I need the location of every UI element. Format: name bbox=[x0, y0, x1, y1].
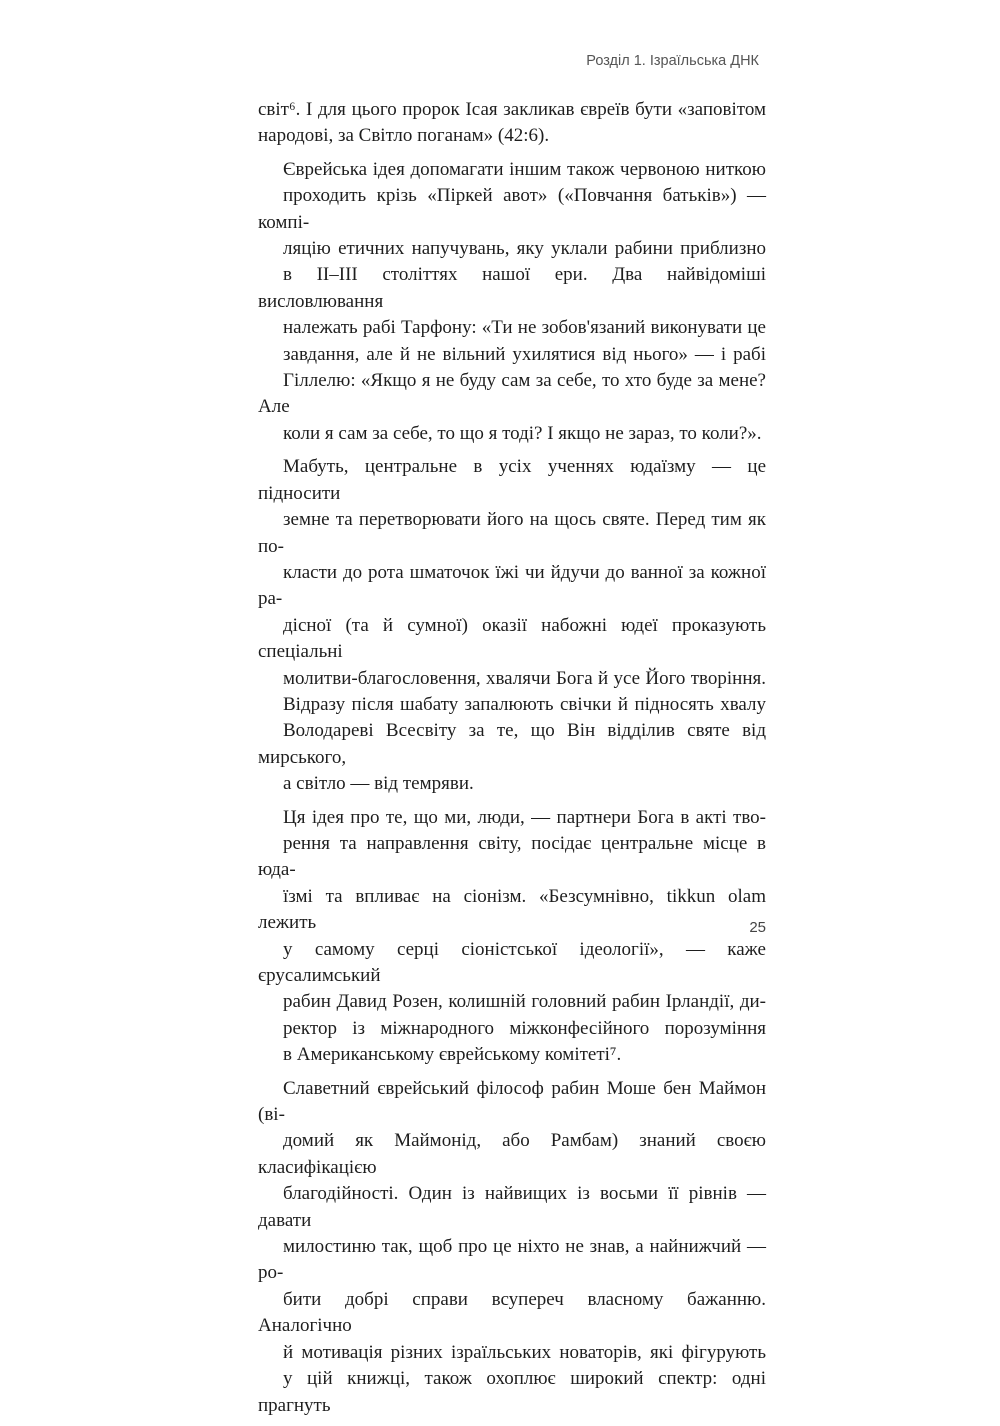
text-line: у самому серці сіоністської ідеології», — каже єрусалимський bbox=[258, 938, 766, 986]
text-line: рення та направлення світу, посідає центральне місце в юда- bbox=[258, 832, 766, 881]
text-line: Єврейська ідея допомагати іншим також червоною ниткою bbox=[283, 158, 766, 180]
text-line: Славетний єврейський філософ рабин Моше бен Маймон (ві- bbox=[258, 1077, 766, 1126]
paragraph-1 bbox=[258, 97, 766, 150]
text-line: милостиню так, щоб про це ніхто не знав, а найнижчий — ро- bbox=[258, 1236, 766, 1284]
page-number: 25 bbox=[749, 919, 766, 936]
text-line: проходить крізь «Піркей авот» («Повчання батьків») — компі- bbox=[258, 185, 766, 233]
text-line: у цій книжці, також охоплює широкий спектр: одні прагнуть bbox=[258, 1368, 766, 1416]
text-line: рабин Давид Розен, колишній головний рабин Ірландії, ди- bbox=[283, 991, 766, 1013]
paragraph-5 bbox=[258, 1076, 766, 1419]
text-line: молитви-благословення, хвалячи Бога й усе Його творіння. bbox=[283, 667, 766, 689]
text-line: й мотивація різних ізраїльських новаторів, які фігурують bbox=[283, 1341, 766, 1363]
text-line: в Американському єврейському комітеті⁷. bbox=[283, 1044, 622, 1066]
text-line: їзмі та впливає на сіонізм. «Безсумнівно, tikkun olam лежить bbox=[258, 885, 766, 934]
text-line: класти до рота шматочок їжі чи йдучи до ванної за кожної ра- bbox=[258, 561, 766, 610]
text-line: ректор із міжнародного міжконфесійного порозуміння bbox=[283, 1017, 766, 1039]
text-line: дісної (та й сумної) оказії набожні юдеї проказують спеціальні bbox=[258, 614, 766, 663]
text-line: благодійності. Один із найвищих із восьми її рівнів — давати bbox=[258, 1183, 766, 1231]
text-line: ляцію етичних напучувань, яку уклали рабини приблизно bbox=[283, 238, 766, 260]
text-line: коли я сам за себе, то що я тоді? І якщо не зараз, то коли?». bbox=[283, 422, 762, 444]
paragraph-3 bbox=[258, 454, 766, 797]
paragraph-4 bbox=[258, 805, 766, 1069]
text-line: бити добрі справи всупереч власному бажанню. Аналогічно bbox=[258, 1288, 766, 1337]
text-line: Гіллелю: «Якщо я не буду сам за себе, то хто буде за мене? Але bbox=[258, 370, 766, 418]
text-line: земне та перетворювати його на щось святе. Перед тим як по- bbox=[258, 509, 766, 557]
text-line: а світло — від темряви. bbox=[283, 773, 474, 795]
text-line: Відразу після шабату запалюють свічки й підносять хвалу bbox=[283, 693, 766, 715]
text-line: Ця ідея про те, що ми, люди, — партнери Бога в акті тво- bbox=[283, 806, 766, 828]
text-line: в II–III століттях нашої ери. Два найвідоміші висловлювання bbox=[258, 264, 766, 312]
text-line: народові, за Світло поганам» (42:6). bbox=[258, 125, 550, 147]
running-header: Розділ 1. Ізраїльська ДНК bbox=[586, 53, 759, 69]
text-line: завдання, але й не вільний ухилятися від нього» — і рабі bbox=[283, 343, 766, 365]
text-line: світ⁶. І для цього пророк Ісая закликав євреїв бути «заповітом bbox=[258, 99, 766, 120]
body-text bbox=[258, 97, 766, 1426]
text-line: домий як Маймонід, або Рамбам) знаний своєю класифікацією bbox=[258, 1130, 766, 1178]
text-line: належать рабі Тарфону: «Ти не зобов'язаний виконувати це bbox=[283, 317, 766, 339]
text-line: Володареві Всесвіту за те, що Він відділив святе від мирського, bbox=[258, 720, 766, 768]
text-line: Мабуть, центральне в усіх ученнях юдаїзму — це підносити bbox=[258, 456, 766, 504]
paragraph-2 bbox=[258, 157, 766, 447]
